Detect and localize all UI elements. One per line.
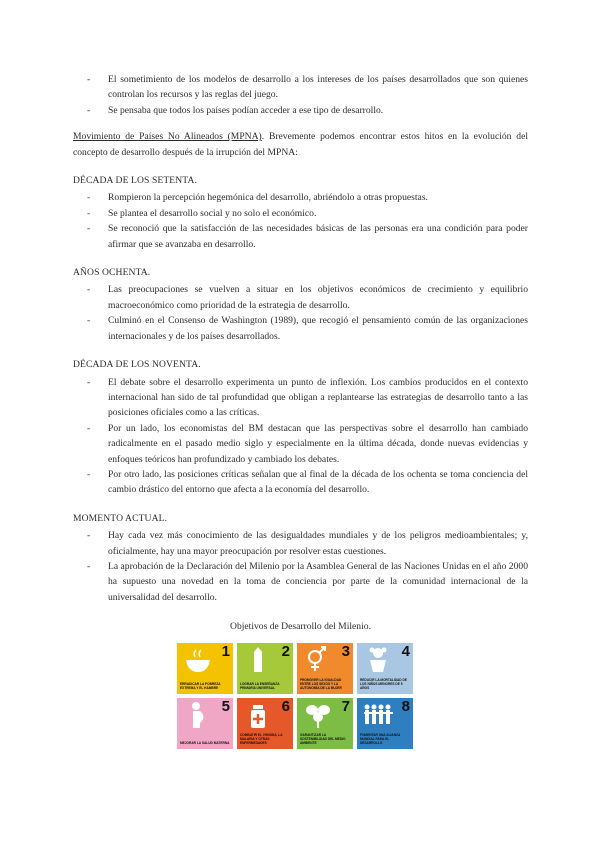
mpna-paragraph <box>73 129 528 160</box>
pencil-icon <box>243 646 273 676</box>
goal-tile <box>177 698 233 749</box>
goal-number: 3 <box>341 642 350 660</box>
goal-tile <box>297 643 353 694</box>
goal-number: 1 <box>221 642 230 660</box>
section-noventa <box>73 357 528 498</box>
list-item: - Se plantea el desarrollo social y no solo el económico. <box>73 206 528 221</box>
intro-bullet-list <box>73 72 528 118</box>
goal-number: 6 <box>281 697 290 715</box>
list-item: - Por un lado, los economistas del BM destacan que las perspectivas sobre el desarrollo han cambiado radicalmente en el pasado medio siglo y especialmente en la última década, donde nuevas evidencias y enfoques teóricos han profundizado y cambiado los debates. <box>73 421 528 467</box>
goal-number: 4 <box>401 642 410 660</box>
list-item: - Hay cada vez más conocimiento de las desigualdades mundiales y de los peligros medioambientales; y, oficialmente, hay una mayor preocupación por resolver estas cuestiones. <box>73 528 528 559</box>
list-item: - El sometimiento de los modelos de desarrollo a los intereses de los países desarrollados que son quienes controlan los recursos y las reglas del juego. <box>73 72 528 103</box>
list-item: - Por otro lado, las posiciones críticas señalan que al final de la década de los ochenta se toma conciencia del cambio drástico del entorno que afecta a la economía del desarrollo. <box>73 467 528 498</box>
section-ochenta <box>73 265 528 344</box>
bullet-list <box>73 282 528 344</box>
goal-label: COMBATIR EL VIH/SIDA, LA MALARIA Y OTRAS ENFERMEDADES <box>240 733 283 745</box>
goal-number: 2 <box>281 642 290 660</box>
goal-label: REDUCIR LA MORTALIDAD DE LOS NIÑOS MENORES DE 5 AÑOS <box>360 678 407 690</box>
goal-label: PROMOVER LA IGUALDAD ENTRE LOS SEXOS Y LA AUTONOMÍA DE LA MUJER <box>300 678 342 690</box>
goal-tile <box>357 643 413 694</box>
list-item: - Se pensaba que todos los países podían acceder a ese tipo de desarrollo. <box>73 103 528 118</box>
section-setenta <box>73 173 528 252</box>
section-heading: DÉCADA DE LOS SETENTA. <box>73 175 198 187</box>
goal-tile <box>237 643 293 694</box>
section-actual <box>73 511 528 605</box>
goal-tile <box>357 698 413 749</box>
bullet-list <box>73 190 528 252</box>
goal-label: FOMENTAR UNA ALIANZA MUNDIAL PARA EL DESARROLLO <box>360 733 401 745</box>
list-item: - El debate sobre el desarrollo experimenta un punto de inflexión. Los cambios producidos en el contexto internacional han sido de tal profundidad que obligan a replantearse las estrategias de desarrollo tanto a las posiciones oficiales como a las críticas. <box>73 375 528 421</box>
bullet-list <box>73 375 528 498</box>
goal-number: 5 <box>221 697 230 715</box>
goal-label: LOGRAR LA ENSEÑANZA PRIMARIA UNIVERSAL <box>240 682 280 690</box>
child-icon <box>363 646 393 676</box>
goal-tile <box>297 698 353 749</box>
section-heading: AÑOS OCHENTA. <box>73 267 151 279</box>
medicine-icon <box>243 701 273 731</box>
mpna-text: . Brevemente podemos encontrar estos hitos en la evolución del concepto de desarrollo después de la irrupción del MPNA: <box>73 131 528 158</box>
list-item: - Las preocupaciones se vuelven a situar en los objetivos económicos de crecimiento y equilibrio macroeconómico como prioridad de la estrategia de desarrollo. <box>73 282 528 313</box>
section-heading: DÉCADA DE LOS NOVENTA. <box>73 359 201 371</box>
goal-tile <box>177 643 233 694</box>
goal-label: ERRADICAR LA POBREZA EXTREMA Y EL HAMBRE <box>180 682 221 690</box>
list-item: - Se reconoció que la satisfacción de las necesidades básicas de las personas era una condición para poder afirmar que se avanzaba en desarrollo. <box>73 221 528 252</box>
people-icon <box>363 701 397 731</box>
gender-icon <box>303 646 333 676</box>
document-page <box>73 72 528 749</box>
goal-label: MEJORAR LA SALUD MATERNA <box>180 740 230 745</box>
list-item: - Culminó en el Consenso de Washington (1989), que recogió el pensamiento común de las organizaciones internacionales y de los países desarrollados. <box>73 313 528 344</box>
bullet-list <box>73 528 528 605</box>
tree-icon <box>303 701 333 731</box>
list-item: - La aprobación de la Declaración del Milenio por la Asamblea General de las Naciones Unidas en el año 2000 ha supuesto una novedad en la toma de conciencia por parte de la comunidad internacional de la universalidad del desarrollo. <box>73 559 528 605</box>
goal-tile <box>237 698 293 749</box>
goal-label: GARANTIZAR LA SOSTENIBILIDAD DEL MEDIO AMBIENTE <box>300 733 346 745</box>
bowl-icon <box>183 646 213 676</box>
mdg-figure <box>177 643 413 749</box>
mother-icon <box>183 701 213 731</box>
section-heading: MOMENTO ACTUAL. <box>73 512 168 524</box>
goal-number: 7 <box>341 697 350 715</box>
figure-caption: Objetivos de Desarrollo del Milenio. <box>230 621 371 633</box>
list-item: - Rompieron la percepción hegemónica del desarrollo, abriéndolo a otras propuestas. <box>73 190 528 205</box>
goal-number: 8 <box>401 697 410 715</box>
mpna-title: Movimiento de Países No Alineados (MPNA) <box>73 131 262 143</box>
